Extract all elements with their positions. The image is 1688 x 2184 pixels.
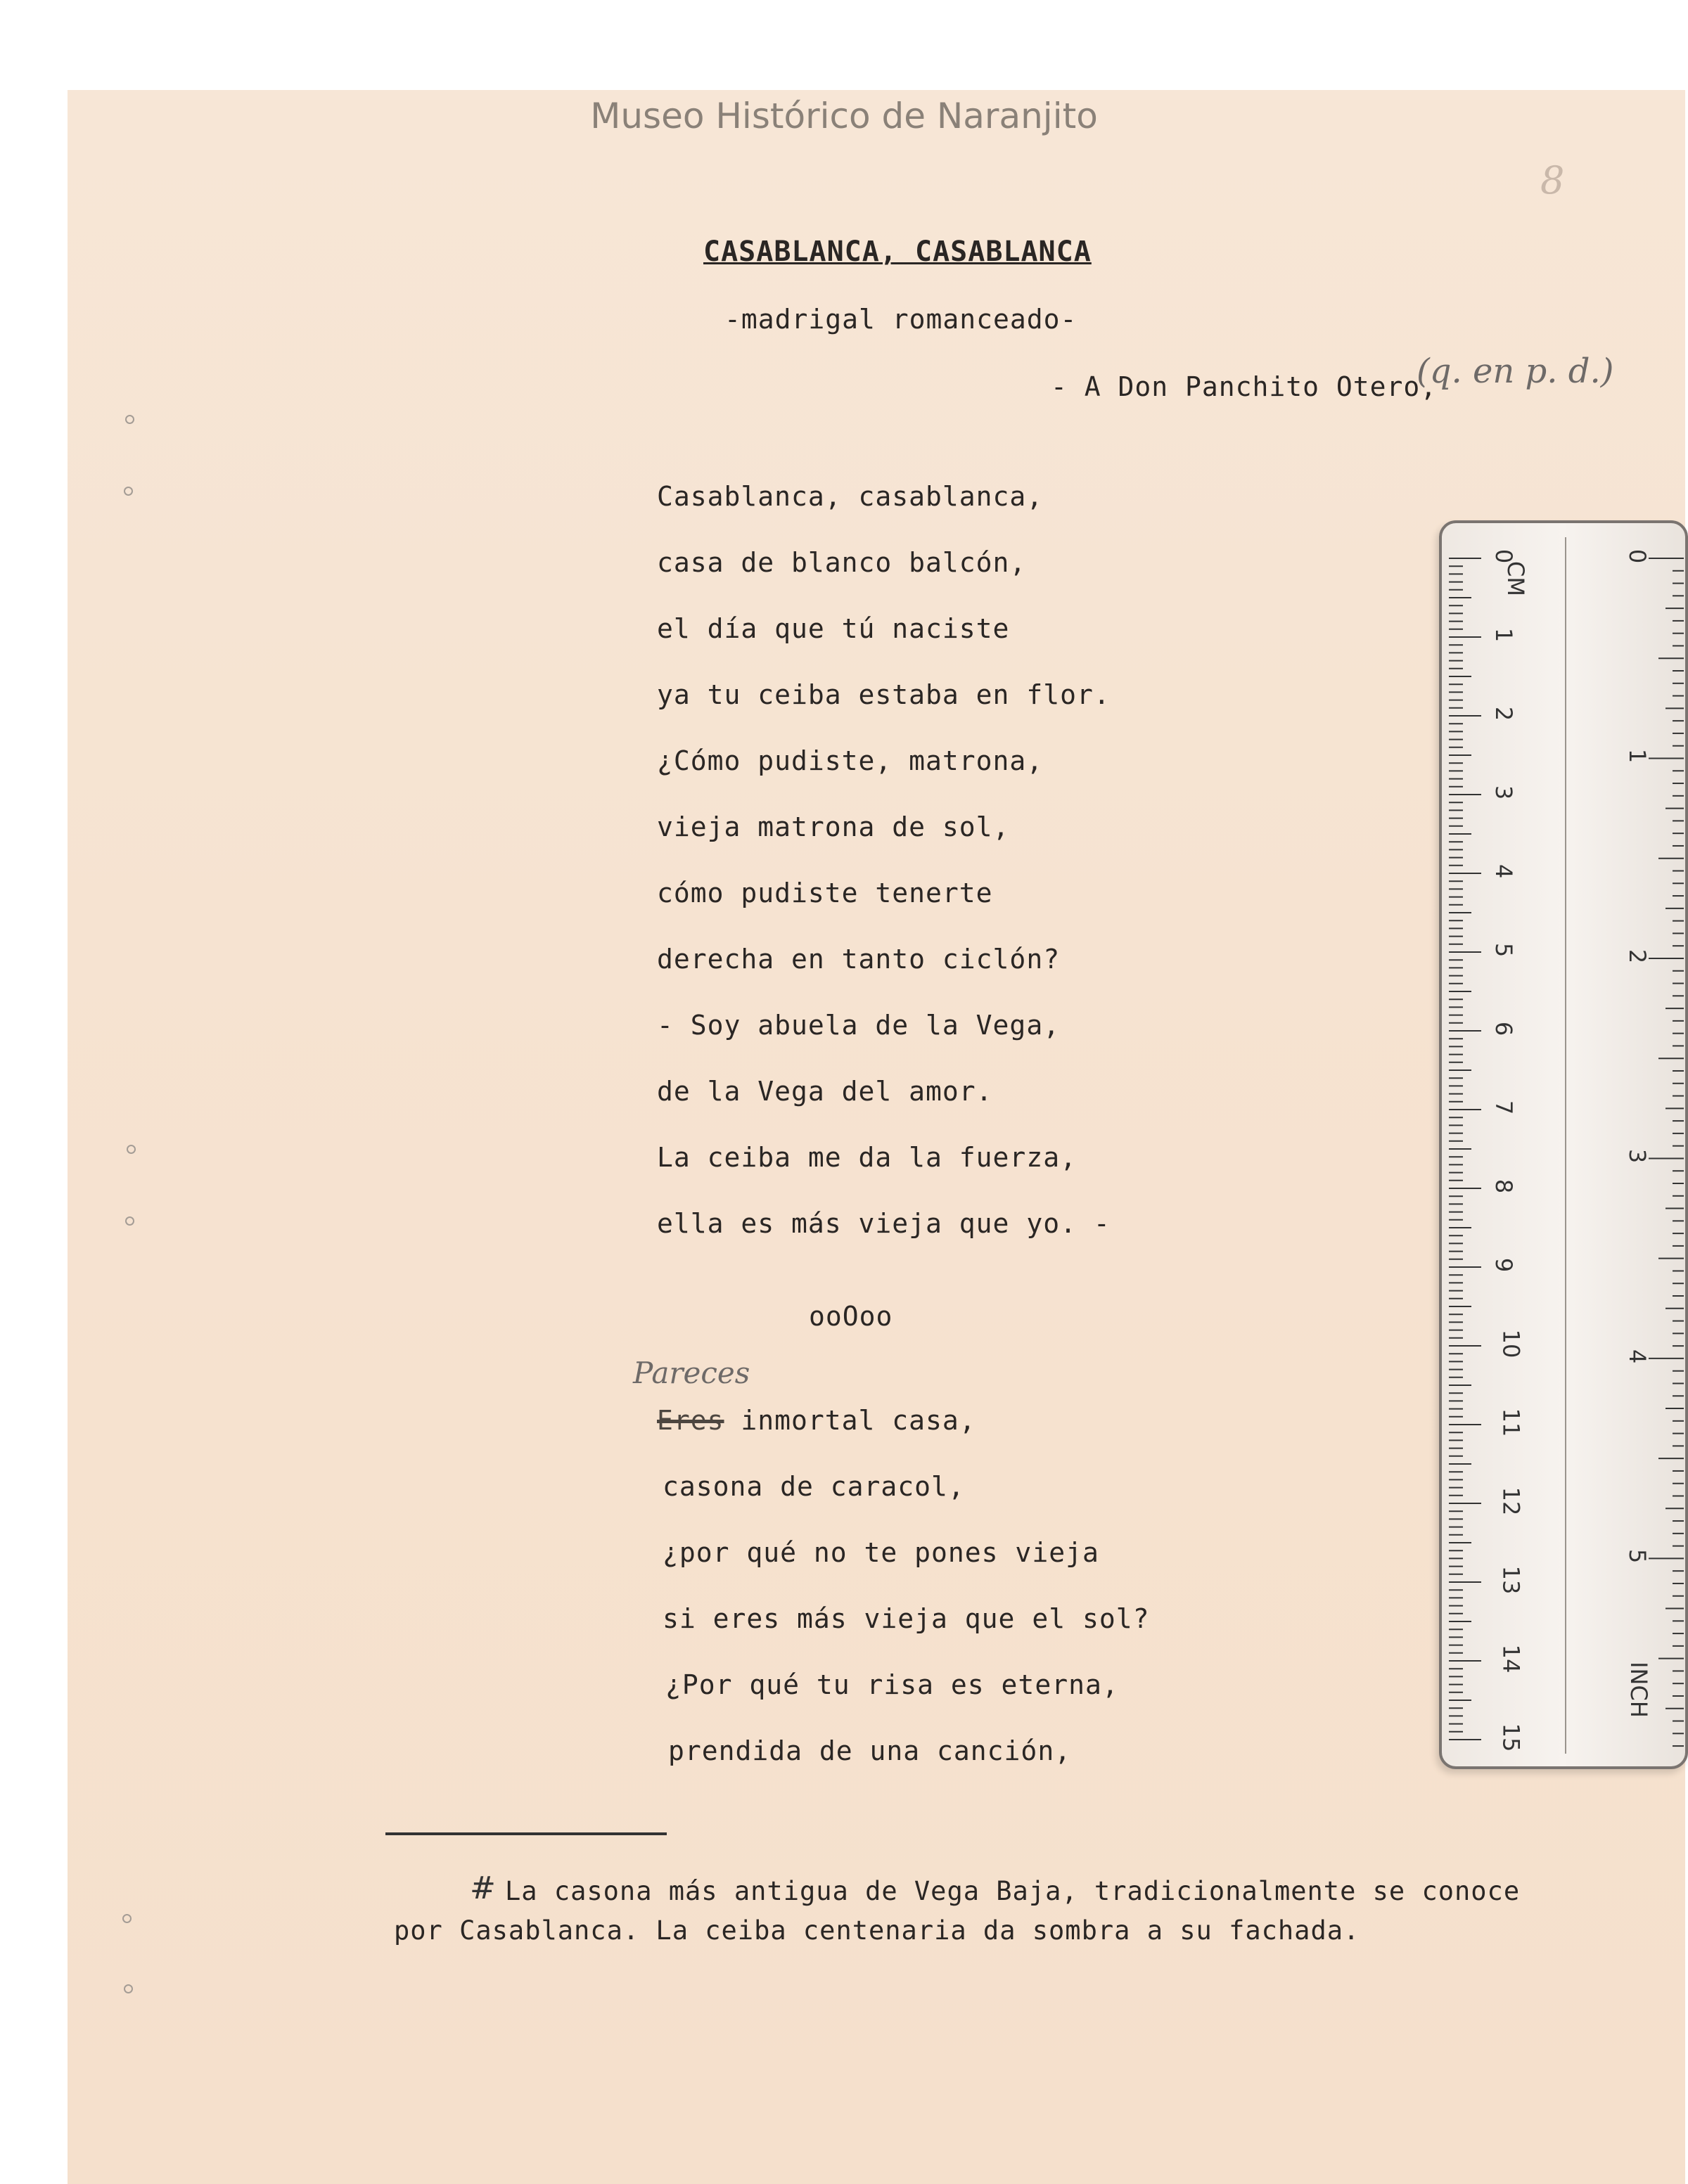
verse-line: cómo pudiste tenerte xyxy=(657,878,993,908)
stanza-separator: ooOoo xyxy=(809,1301,893,1332)
ruler-cm-label: 9 xyxy=(1490,1257,1518,1273)
dedication: - A Don Panchito Otero, xyxy=(1051,371,1438,402)
ruler-inch-label: 4 xyxy=(1624,1349,1651,1364)
ruler-cm-label: 6 xyxy=(1490,1021,1518,1036)
ruler-cm-label: 3 xyxy=(1490,785,1518,800)
watermark: Museo Histórico de Naranjito xyxy=(590,96,1098,136)
ruler-cm-label: 1 xyxy=(1490,627,1518,643)
verse-line: ella es más vieja que yo. - xyxy=(657,1208,1111,1239)
verse-line: ¿por qué no te pones vieja xyxy=(663,1537,1099,1568)
footnote-rule xyxy=(385,1832,667,1835)
verse-line: Casablanca, casablanca, xyxy=(657,481,1044,512)
verse-line: si eres más vieja que el sol? xyxy=(663,1603,1150,1634)
verse-line-rest: inmortal casa, xyxy=(724,1405,976,1436)
ruler-cm-label: 12 xyxy=(1497,1486,1525,1516)
ruler-ticks xyxy=(1442,523,1688,1772)
ruler-cm-unit: CM xyxy=(1502,561,1529,596)
ruler-cm-label: 14 xyxy=(1497,1644,1525,1674)
ruler-cm-label: 8 xyxy=(1490,1178,1518,1194)
ruler-cm-label: 5 xyxy=(1490,942,1518,958)
handwritten-dedication-note: (q. en p. d.) xyxy=(1417,352,1614,391)
handwritten-correction: Pareces xyxy=(633,1356,750,1390)
verse-line: ¿Cómo pudiste, matrona, xyxy=(657,745,1044,776)
ruler-cm-label: 7 xyxy=(1490,1100,1518,1115)
ruler-cm-label: 0 xyxy=(1490,548,1518,564)
verse-line: ya tu ceiba estaba en flor. xyxy=(657,679,1111,710)
ruler-inch-label: 1 xyxy=(1624,749,1651,764)
ruler-inch-label: 2 xyxy=(1624,949,1651,964)
ruler-cm-label: 10 xyxy=(1497,1329,1525,1358)
verse-line: casa de blanco balcón, xyxy=(657,547,1027,578)
struck-word: Eres xyxy=(657,1405,724,1436)
footnote-line-2: por Casablanca. La ceiba centenaria da sombra a su fachada. xyxy=(394,1915,1360,1946)
verse-line: casona de caracol, xyxy=(663,1471,965,1502)
poem-subtitle: -madrigal romanceado- xyxy=(724,304,1078,335)
verse-line: de la Vega del amor. xyxy=(657,1076,993,1107)
footnote-mark: # xyxy=(470,1870,496,1906)
ruler-cm-label: 11 xyxy=(1497,1408,1525,1437)
page-number: 8 xyxy=(1540,158,1565,203)
verse-line: La ceiba me da la fuerza, xyxy=(657,1142,1077,1173)
verse-line: vieja matrona de sol, xyxy=(657,811,1010,842)
ruler-cm-label: 13 xyxy=(1497,1565,1525,1595)
measuring-ruler xyxy=(1439,520,1688,1769)
ruler-inch-label: 3 xyxy=(1624,1149,1651,1164)
footnote-line-1: La casona más antigua de Vega Baja, tradicionalmente se conoce xyxy=(505,1876,1521,1906)
ruler-inch-unit: INCH xyxy=(1625,1662,1652,1718)
verse-line: - Soy abuela de la Vega, xyxy=(657,1010,1061,1041)
verse-line: prendida de una canción, xyxy=(668,1735,1072,1766)
poem-title: CASABLANCA, CASABLANCA xyxy=(703,236,1092,268)
verse-line: ¿Por qué tu risa es eterna, xyxy=(665,1669,1119,1700)
ruler-cm-label: 4 xyxy=(1490,863,1518,879)
verse-line xyxy=(657,1405,976,1436)
ruler-inch-label: 0 xyxy=(1624,548,1651,564)
verse-line: derecha en tanto ciclón? xyxy=(657,944,1061,975)
verse-line: el día que tú naciste xyxy=(657,613,1010,644)
ruler-inch-label: 5 xyxy=(1624,1549,1651,1564)
ruler-cm-label: 2 xyxy=(1490,706,1518,721)
ruler-cm-label: 15 xyxy=(1497,1723,1525,1752)
